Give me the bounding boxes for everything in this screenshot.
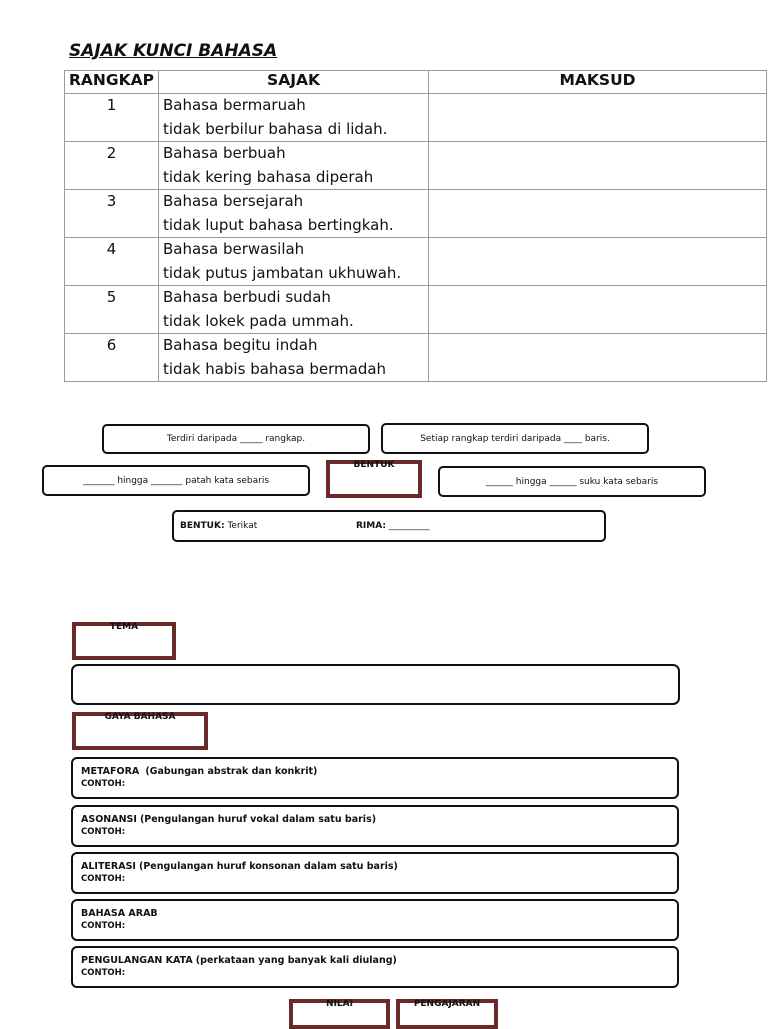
header-rangkap: RANGKAP — [65, 71, 159, 94]
baris-count-box[interactable] — [381, 423, 649, 454]
sajak-table — [64, 70, 767, 382]
verse-line: Bahasa bermaruah — [163, 96, 306, 114]
contoh-label: CONTOH: — [81, 827, 126, 837]
nilai-label: NILAI — [326, 999, 353, 1009]
gaya-bahasa-label-box — [72, 712, 208, 750]
tema-label: TEMA — [109, 622, 139, 632]
sajak-cell — [159, 286, 429, 334]
gaya-bahasa-name: PENGULANGAN KATA — [81, 955, 193, 966]
gaya-bahasa-item-asonansi[interactable] — [71, 805, 679, 847]
table-row — [65, 334, 767, 382]
verse-line: tidak kering bahasa diperah — [163, 167, 374, 186]
gaya-bahasa-desc: (Pengulangan huruf konsonan dalam satu baris) — [139, 861, 398, 872]
contoh-label: CONTOH: — [81, 968, 126, 978]
verse-line: Bahasa berwasilah — [163, 240, 305, 258]
patah-kata-box[interactable] — [42, 465, 310, 496]
rima-value: _________ — [388, 521, 430, 531]
table-row — [65, 238, 767, 286]
table-header-row — [65, 71, 767, 94]
sajak-cell — [159, 334, 429, 382]
nilai-label-box — [289, 999, 390, 1029]
suku-kata-text: ______ hingga ______ suku kata sebaris — [485, 476, 659, 487]
gaya-bahasa-item-bahasa-arab[interactable] — [71, 899, 679, 941]
rangkap-number: 4 — [65, 238, 159, 286]
verse-line: Bahasa berbuah — [163, 144, 286, 162]
gaya-bahasa-label: GAYA BAHASA — [104, 712, 176, 722]
sajak-cell — [159, 238, 429, 286]
bentuk-rima-box[interactable] — [172, 510, 606, 542]
rima-key: RIMA: — [356, 521, 386, 531]
tema-answer-box[interactable] — [71, 664, 680, 705]
pengajaran-label: PENGAJARAN — [413, 999, 481, 1009]
gaya-bahasa-item-aliterasi[interactable] — [71, 852, 679, 894]
tema-label-box — [72, 622, 176, 660]
gaya-bahasa-name: METAFORA — [81, 766, 140, 777]
maksud-cell[interactable] — [429, 334, 767, 382]
table-row — [65, 94, 767, 142]
gaya-bahasa-desc: (Pengulangan huruf vokal dalam satu baris) — [139, 814, 377, 825]
header-sajak: SAJAK — [159, 71, 429, 94]
table-row — [65, 190, 767, 238]
gaya-bahasa-desc: (Gabungan abstrak dan konkrit) — [145, 766, 318, 777]
maksud-cell[interactable] — [429, 238, 767, 286]
rangkap-number: 3 — [65, 190, 159, 238]
verse-line: tidak putus jambatan ukhuwah. — [163, 263, 402, 282]
maksud-cell[interactable] — [429, 286, 767, 334]
maksud-cell[interactable] — [429, 94, 767, 142]
verse-line: tidak habis bahasa bermadah — [163, 359, 387, 378]
baris-count-text: Setiap rangkap terdiri daripada ____ baris. — [420, 433, 610, 444]
verse-line: tidak luput bahasa bertingkah. — [163, 215, 394, 234]
contoh-label: CONTOH: — [81, 874, 126, 884]
gaya-bahasa-name: ASONANSI — [81, 814, 137, 825]
table-row — [65, 142, 767, 190]
rangkap-count-box[interactable] — [102, 424, 370, 454]
verse-line: Bahasa bersejarah — [163, 192, 304, 210]
sajak-cell — [159, 142, 429, 190]
sajak-cell — [159, 94, 429, 142]
rangkap-number: 6 — [65, 334, 159, 382]
rangkap-count-text: Terdiri daripada _____ rangkap. — [166, 434, 306, 444]
rangkap-number: 5 — [65, 286, 159, 334]
gaya-bahasa-item-metafora[interactable] — [71, 757, 679, 799]
table-row — [65, 286, 767, 334]
gaya-bahasa-name: BAHASA ARAB — [81, 908, 158, 919]
maksud-cell[interactable] — [429, 142, 767, 190]
verse-line: Bahasa begitu indah — [163, 336, 318, 354]
bentuk-label: BENTUK — [353, 460, 395, 470]
patah-kata-text: _______ hingga _______ patah kata sebaris — [82, 475, 270, 486]
page-title: SAJAK KUNCI BAHASA — [69, 41, 278, 61]
contoh-label: CONTOH: — [81, 921, 126, 931]
maksud-cell[interactable] — [429, 190, 767, 238]
contoh-label: CONTOH: — [81, 779, 126, 789]
sajak-cell — [159, 190, 429, 238]
verse-line: Bahasa berbudi sudah — [163, 288, 331, 306]
suku-kata-box[interactable] — [438, 466, 706, 497]
verse-line: tidak lokek pada ummah. — [163, 311, 354, 330]
gaya-bahasa-item-pengulangan-kata[interactable] — [71, 946, 679, 988]
bentuk-value: Terikat — [227, 521, 258, 531]
verse-line: tidak berbilur bahasa di lidah. — [163, 119, 388, 138]
rangkap-number: 1 — [65, 94, 159, 142]
header-maksud: MAKSUD — [429, 71, 767, 94]
bentuk-label-box — [326, 460, 422, 498]
bentuk-key: BENTUK: — [180, 521, 225, 531]
rangkap-number: 2 — [65, 142, 159, 190]
pengajaran-label-box — [396, 999, 498, 1029]
gaya-bahasa-name: ALITERASI — [81, 861, 136, 872]
gaya-bahasa-desc: (perkataan yang banyak kali diulang) — [195, 955, 397, 966]
